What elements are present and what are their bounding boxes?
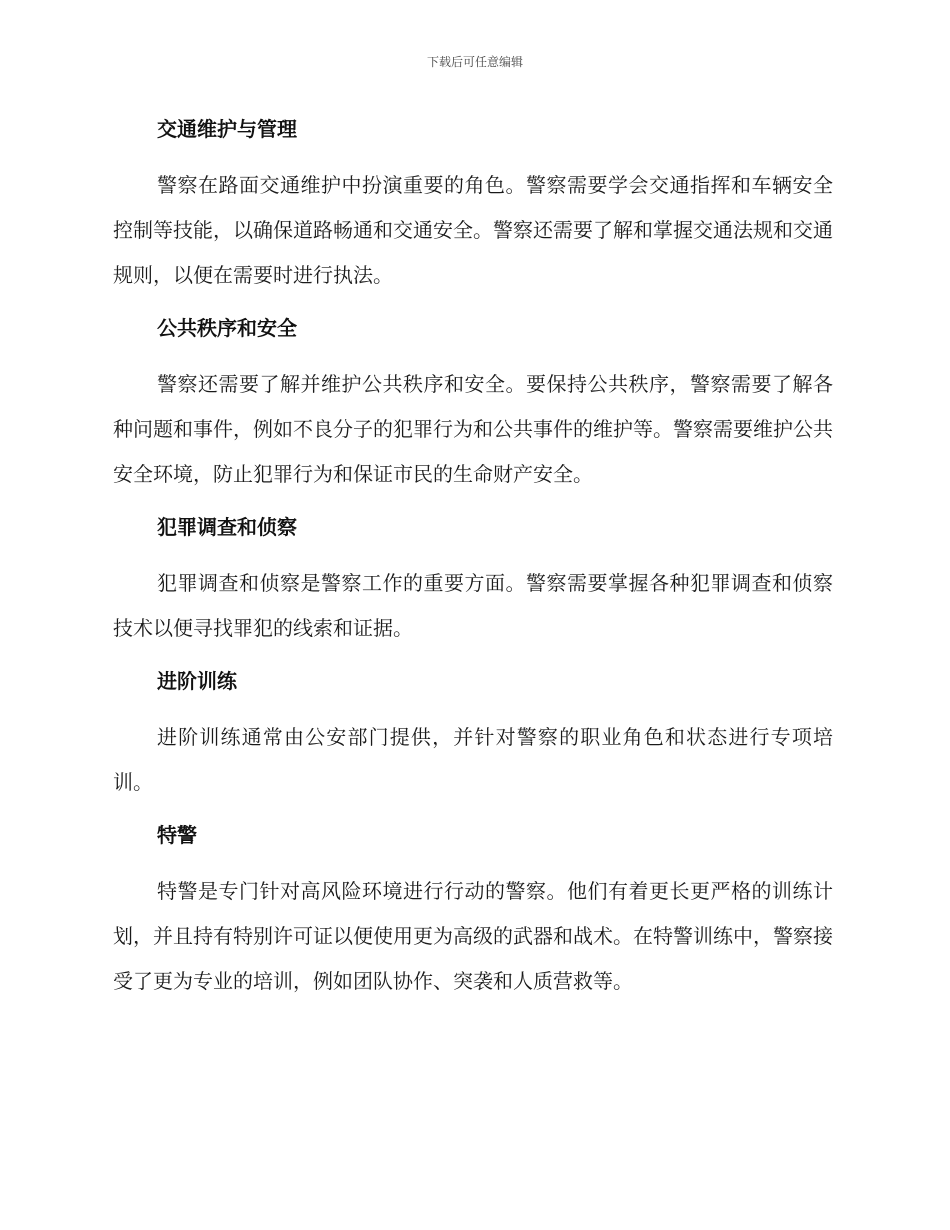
section-paragraph: 警察还需要了解并维护公共秩序和安全。要保持公共秩序，警察需要了解各种问题和事件，例如不良分子的犯罪行为和公共事件的维护等。警察需要维护公共安全环境，防止犯罪行为和保证市民的生命财产安全。	[113, 372, 833, 486]
section-heading: 交通维护与管理	[157, 117, 297, 141]
section-heading: 特警	[157, 823, 197, 847]
section-investigation	[113, 505, 833, 651]
section-heading: 进阶训练	[157, 669, 237, 693]
section-special-police	[113, 813, 833, 1004]
section-paragraph: 进阶训练通常由公安部门提供，并针对警察的职业角色和状态进行专项培训。	[113, 725, 833, 794]
section-paragraph: 警察在路面交通维护中扮演重要的角色。警察需要学会交通指挥和车辆安全控制等技能，以确保道路畅通和交通安全。警察还需要了解和掌握交通法规和交通规则，以便在需要时进行执法。	[113, 173, 833, 287]
section-heading: 公共秩序和安全	[157, 316, 297, 340]
section-public-order	[113, 306, 833, 497]
header-note: 下载后可任意编辑	[426, 55, 523, 69]
document-content	[113, 107, 833, 1012]
section-heading: 犯罪调查和侦察	[157, 515, 297, 539]
section-paragraph: 特警是专门针对高风险环境进行行动的警察。他们有着更长更严格的训练计划，并且持有特别许可证以便使用更为高级的武器和战术。在特警训练中，警察接受了更为专业的培训，例如团队协作、突袭和人质营救等。	[113, 879, 833, 993]
section-paragraph: 犯罪调查和侦察是警察工作的重要方面。警察需要掌握各种犯罪调查和侦察技术以便寻找罪犯的线索和证据。	[113, 571, 833, 640]
section-traffic	[113, 107, 833, 298]
section-advanced-training	[113, 659, 833, 805]
